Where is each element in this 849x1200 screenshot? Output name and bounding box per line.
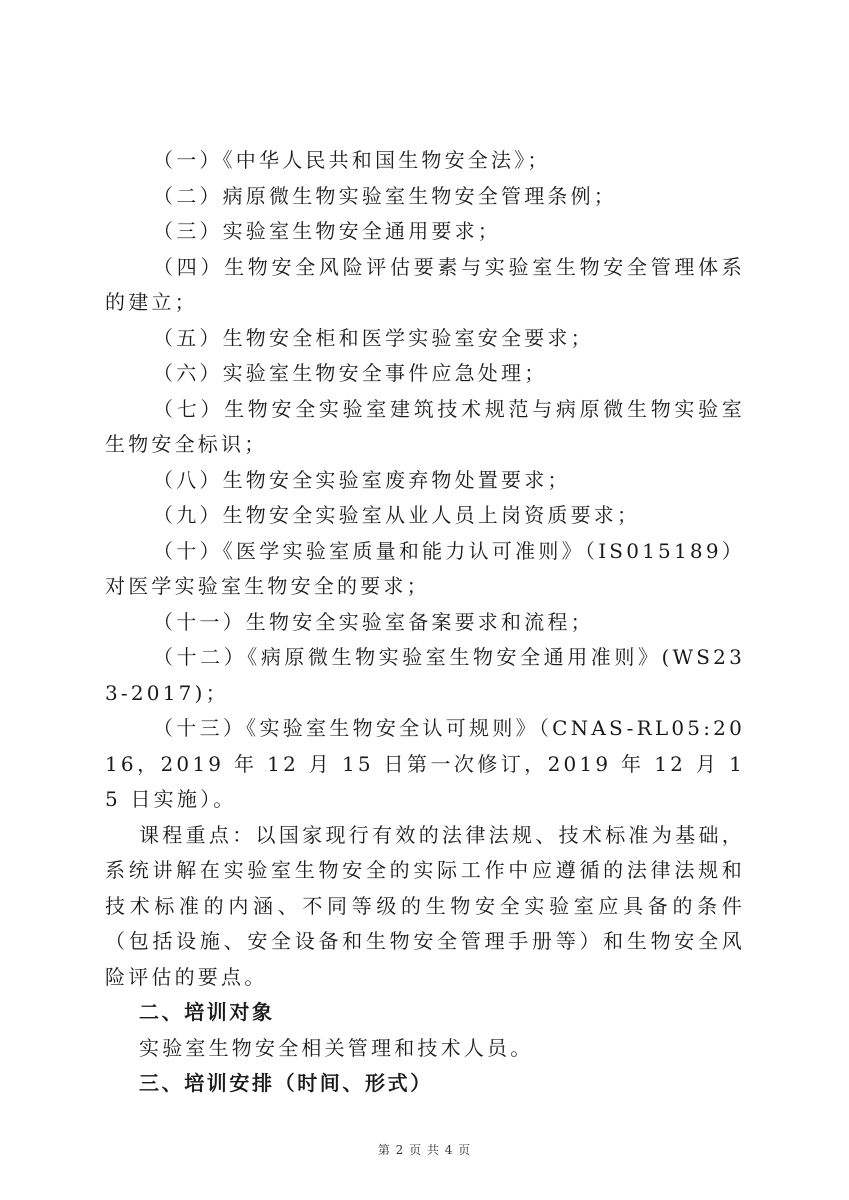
list-item-13: （十三）《实验室生物安全认可规则》（CNAS-RL05:2016，2019 年 12 月 15 日第一次修订，2019 年 12 月 15 日实施）。: [105, 716, 745, 811]
list-item-8: （八）生物安全实验室废弃物处置要求；: [153, 467, 571, 492]
key-points-paragraph: 课程重点：以国家现行有效的法律法规、技术标准为基础，系统讲解在实验室生物安全的实际工作中应遵循的法律法规和技术标准的内涵、不同等级的生物安全实验室应具备的条件（包括设施、安全设备和生物安全管理手册等）和生物安全风险评估的要点。: [105, 822, 745, 989]
list-item-4: （四）生物安全风险评估要素与实验室生物安全管理体系的建立；: [105, 254, 745, 314]
list-item-6: （六）实验室生物安全事件应急处理；: [153, 361, 548, 385]
page-number-footer: 第 2 页 共 4 页: [377, 1143, 472, 1157]
document-body: [105, 143, 745, 1102]
list-item-11: （十一）生物安全实验室备案要求和流程；: [153, 609, 594, 634]
list-item-2: （二）病原微生物实验室生物安全管理条例；: [153, 183, 617, 208]
list-item-7: （七）生物安全实验室建筑技术规范与病原微生物实验室生物安全标识；: [105, 396, 745, 456]
list-item-9: （九）生物安全实验室从业人员上岗资质要求；: [153, 503, 641, 527]
list-item-1: （一）《中华人民共和国生物安全法》；: [153, 148, 551, 172]
trainees-text: 实验室生物安全相关管理和技术人员。: [139, 1035, 534, 1060]
section-heading-trainees: 二、培训对象: [139, 1000, 275, 1024]
list-item-3: （三）实验室生物安全通用要求；: [153, 219, 501, 243]
list-item-12: （十二）《病原微生物实验室生物安全通用准则》(WS233-2017)；: [105, 645, 745, 705]
list-item-10: （十）《医学实验室质量和能力认可准则》（IS015189）对医学实验室生物安全的要求；: [105, 538, 745, 598]
list-item-5: （五）生物安全柜和医学实验室安全要求；: [153, 325, 594, 350]
section-heading-arrangement: 三、培训安排（时间、形式）: [139, 1071, 433, 1095]
